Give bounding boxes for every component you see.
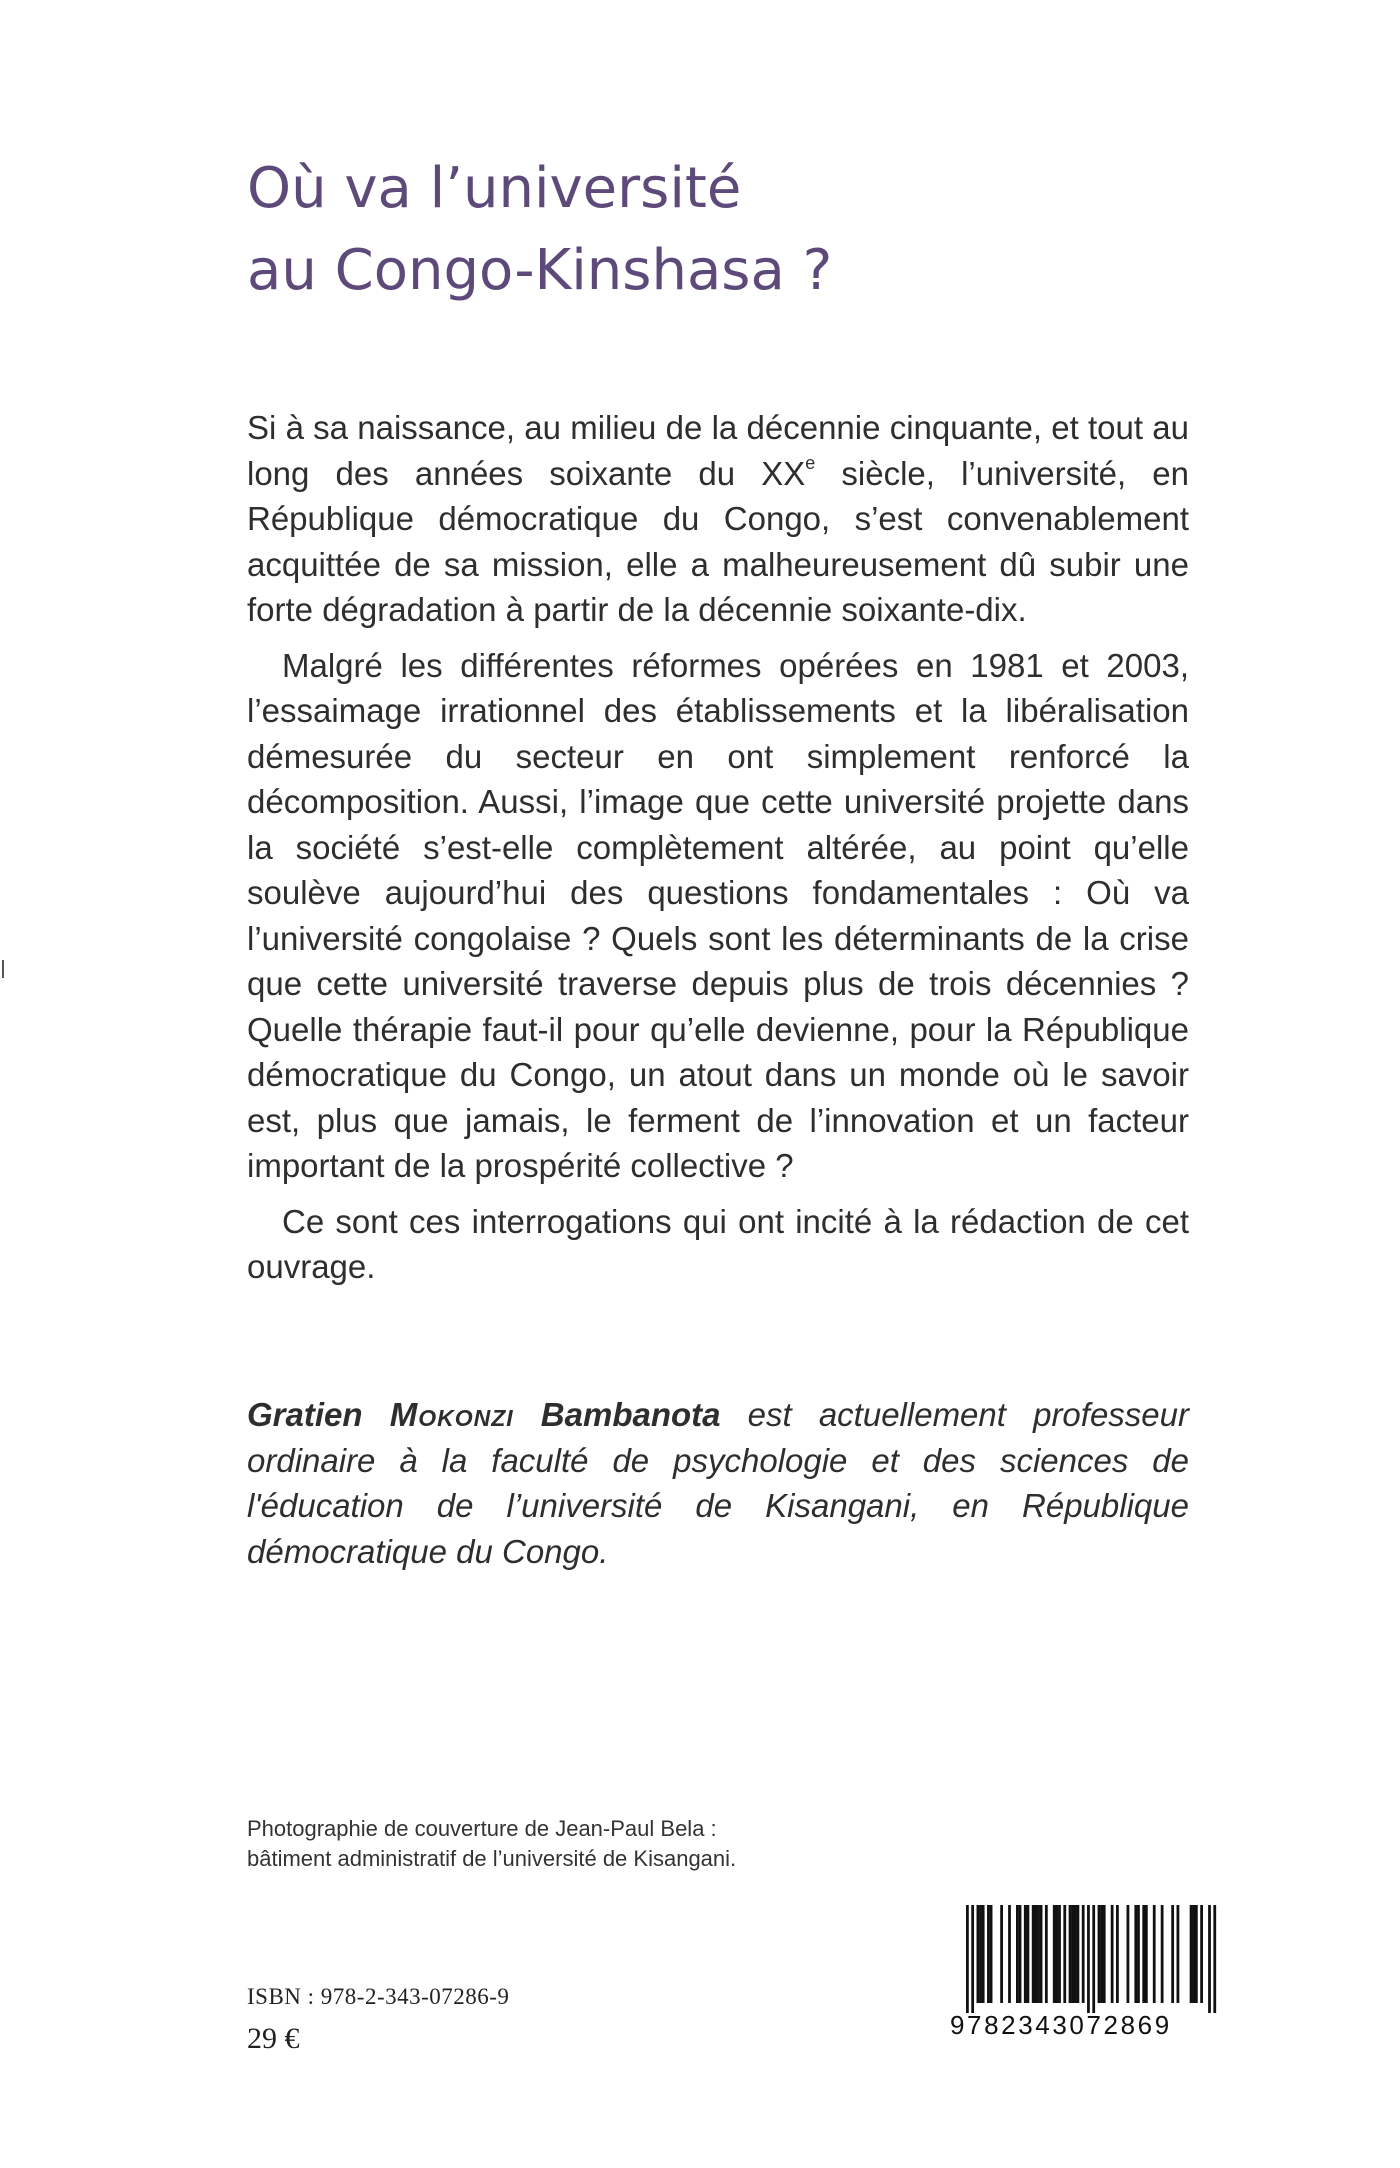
- blurb-p1-start: Si à sa naissance, au milieu de la décennie cinquante, et tout au long des années soixante du XX: [247, 409, 1189, 492]
- barcode-bar: [1055, 1905, 1058, 2003]
- isbn: ISBN : 978-2-343-07286-9: [247, 1984, 510, 2009]
- barcode-bar: [1082, 1905, 1085, 2003]
- photo-credit-line-1: Photographie de couverture de Jean-Paul Bela :: [247, 1816, 717, 1841]
- barcode-bar: [1053, 1905, 1056, 2003]
- author-middle-name: Mokonzi: [389, 1396, 514, 1433]
- author-last-name: Bambanota: [540, 1396, 721, 1433]
- barcode-bar: [1027, 1905, 1030, 2003]
- barcode-bar: [1177, 1905, 1180, 2003]
- barcode-bar: [1092, 1905, 1095, 2013]
- barcode-bars: [950, 1905, 1220, 2013]
- blurb-paragraph-1: [247, 405, 1189, 633]
- photo-credit-line-2: bâtiment administratif de l’université de Kisangani.: [247, 1846, 737, 1871]
- barcode-bar: [1127, 1905, 1130, 2003]
- barcode-bar: [1142, 1905, 1145, 2003]
- barcode-bar: [1032, 1905, 1035, 2003]
- photo-credit: [247, 1814, 1047, 1874]
- barcode-bar: [982, 1905, 985, 2003]
- blurb-paragraph-2: Malgré les différentes réformes opérées en 1981 et 2003, l’essaimage irrationnel des établissements et la libéralisation démesurée du secteur en ont simplement renforcé la décomposition. Aussi, l’image que cette université projette dans la société s’est-elle complètement altérée, au point qu’elle soulève aujourd’hui des questions fondamentales : Où va l’université congolaise ? Quels sont les déterminants de la crise que cette université traverse depuis plus de trois décennies ? Quelle thérapie faut-il pour qu’elle devienne, pour la République démocratique du Congo, un atout dans un monde où le savoir est, plus que jamais, le ferment de l’innovation et un facteur important de la prospérité collective ?: [247, 646, 1189, 1184]
- barcode-bar: [1098, 1905, 1101, 2003]
- barcode-bar: [1200, 1905, 1203, 2003]
- edge-mark: [2, 960, 4, 978]
- barcode-bar: [1037, 1905, 1040, 2003]
- barcode-bar: [1024, 1905, 1027, 2003]
- barcode-bar: [1190, 1905, 1193, 2003]
- barcode-bar: [1008, 1905, 1011, 2003]
- barcode-bar: [1077, 1905, 1080, 2003]
- barcode-bar: [1074, 1905, 1077, 2003]
- barcode-bar: [977, 1905, 980, 2003]
- barcode-bar: [1087, 1905, 1090, 2013]
- century-superscript: e: [805, 452, 816, 473]
- barcode-bar: [1161, 1905, 1164, 2003]
- barcode-bar: [1103, 1905, 1106, 2003]
- barcode-bar: [1208, 1905, 1211, 2013]
- book-title: [247, 148, 1247, 312]
- barcode-bar: [1171, 1905, 1174, 2003]
- barcode-bar: [1195, 1905, 1198, 2003]
- author-bio-text: est actuellement professeur ordinaire à la faculté de psychologie et des sciences de l'éducation de l’université de Kisangani, en République démocratique du Congo.: [247, 1396, 1189, 1570]
- barcode-bar: [1034, 1905, 1037, 2003]
- barcode-bar: [1016, 1905, 1019, 2003]
- barcode-bar: [1045, 1905, 1048, 2003]
- barcode-bar: [1134, 1905, 1137, 2003]
- price: 29 €: [247, 2022, 300, 2055]
- blurb-p1-end: siècle, l’université, en République démocratique du Congo, s’est convenablement acquittée de sa mission, elle a malheureusement dû subir une forte dégradation à partir de la décennie soixante-dix.: [247, 454, 1189, 628]
- barcode-bar: [1058, 1905, 1061, 2003]
- barcode-bar: [1019, 1905, 1022, 2003]
- barcode-digits: 9782343072869: [950, 2010, 1172, 2040]
- blurb: [247, 405, 1189, 1300]
- barcode-bar: [1000, 1905, 1003, 2003]
- barcode-bar: [1192, 1905, 1195, 2003]
- barcode-bar: [966, 1905, 969, 2013]
- barcode-bar: [1137, 1905, 1140, 2003]
- barcode-bar: [979, 1905, 982, 2003]
- barcode-bar: [1153, 1905, 1156, 2003]
- barcode-bar: [1069, 1905, 1072, 2003]
- barcode-bar: [971, 1905, 974, 2013]
- barcode-bar: [987, 1905, 990, 2003]
- barcode-bar: [1071, 1905, 1074, 2003]
- title-line-1: Où va l’université: [247, 156, 742, 221]
- barcode-bar: [1213, 1905, 1216, 2013]
- barcode-bar: [1100, 1905, 1103, 2003]
- barcode-bar: [1116, 1905, 1119, 2003]
- author-bio: [247, 1392, 1189, 1574]
- barcode-bar: [1063, 1905, 1066, 2003]
- barcode-bar: [1040, 1905, 1043, 2003]
- blurb-paragraph-3: Ce sont ces interrogations qui ont incité à la rédaction de cet ouvrage.: [247, 1202, 1189, 1285]
- title-line-2: au Congo-Kinshasa ?: [247, 238, 833, 303]
- barcode-bar: [990, 1905, 993, 2003]
- barcode-bar: [1145, 1905, 1148, 2003]
- barcode-bar: [1111, 1905, 1114, 2003]
- author-first-name: Gratien: [247, 1396, 363, 1433]
- barcode: [950, 1905, 1220, 2065]
